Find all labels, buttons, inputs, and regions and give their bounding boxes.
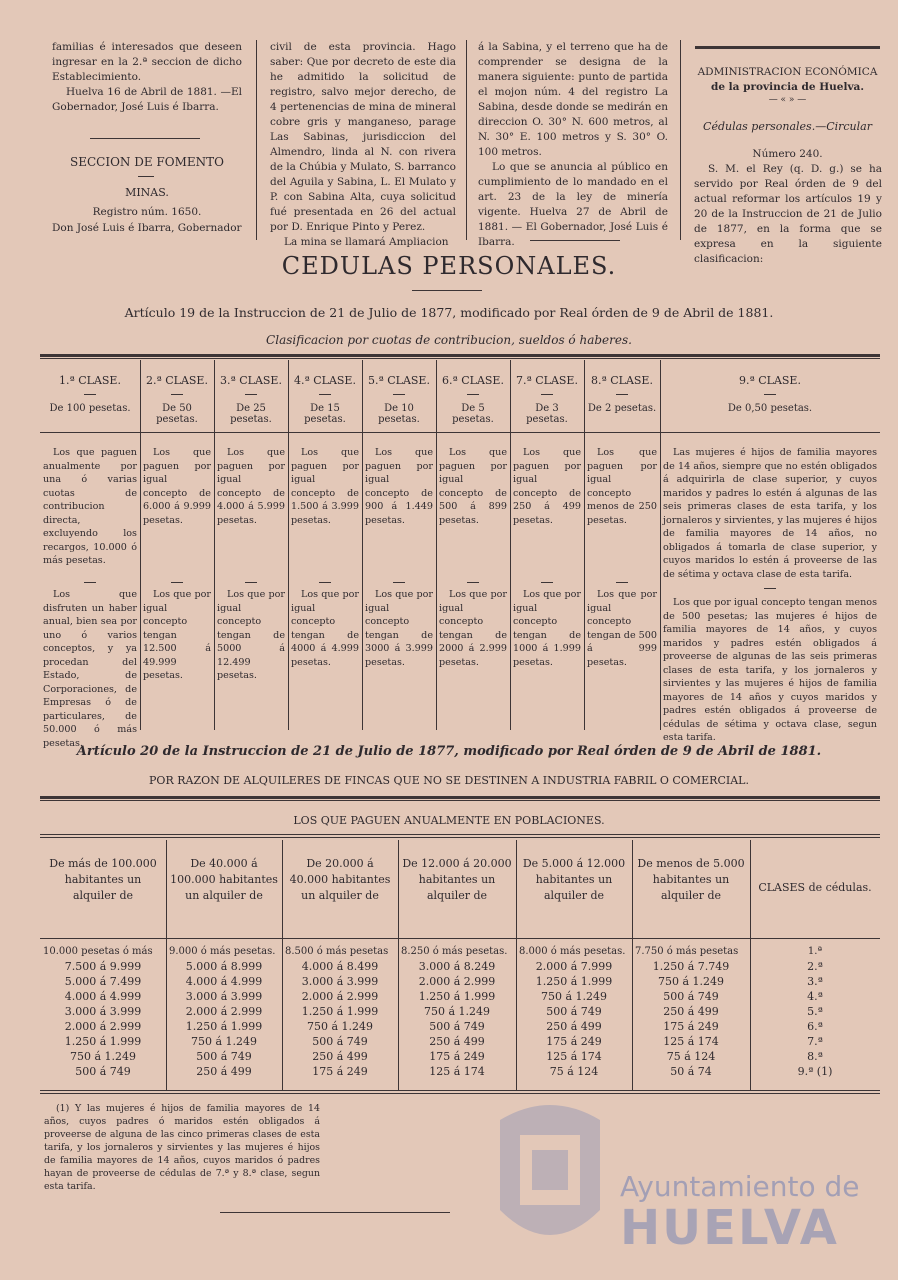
class-criterion-contribucion: Los que paguen por igual concepto menos de 250 pesetas. (587, 447, 657, 526)
dash (393, 582, 405, 583)
class-amount: De 10 pesetas. (378, 403, 420, 425)
class-name: 4.ª CLASE. (294, 374, 356, 387)
art19-title: Artículo 19 de la Instruccion de 21 de Julio de 1877, modificado por Real órden de 9 de Abril de 1881. (124, 305, 774, 320)
poblacion-cell: 250 á 499 (663, 1005, 719, 1018)
poblacion-cell: 500 á 749 (546, 1005, 602, 1018)
signer: Don José Luis é Ibarra, Gobernador (52, 222, 242, 234)
poblacion-cell: 8.500 ó más pesetas (285, 946, 389, 957)
dash (764, 394, 776, 395)
col2-last: La mina se llamará Ampliacion (284, 236, 449, 248)
poblacion-cell: 750 á 1.249 (540, 990, 608, 1003)
circular-title: Cédulas personales.—Circular (703, 120, 872, 133)
clasif-title: Clasificacion por cuotas de contribucion, sueldos ó haberes. (266, 333, 632, 347)
class-name: 1.ª CLASE. (59, 374, 121, 387)
poblacion-cell: 750 á 1.249 (657, 975, 725, 988)
table-col-rule (632, 840, 633, 1090)
poblacion-cell: 2.000 á 2.999 (301, 990, 379, 1003)
class-criterion-haber: Los que por igual concepto tengan de 5000 á 12.499 pesetas. (217, 589, 285, 681)
dash (541, 582, 553, 583)
table-col-rule (214, 360, 215, 730)
poblacion-cell: 1.250 á 1.999 (301, 1005, 379, 1018)
class-criterion-haber: Los que por igual concepto tengan de 3000 á 3.999 pesetas. (365, 589, 433, 668)
poblacion-cell: 2.000 á 2.999 (418, 975, 496, 988)
rule (40, 837, 880, 838)
poblacion-cell: 2.000 á 2.999 (64, 1020, 142, 1033)
class-criterion-contribucion: Los que paguen por igual concepto de 1.500 á 3.999 pesetas. (291, 447, 359, 526)
poblacion-cell: 2.ª (807, 960, 823, 973)
col2-text: civil de esta provincia. Hago saber: Que por decreto de este dia he admitido la solicitud de registro, salvo mejor derecho, de 4 pertenencias de mina de mineral cobre gris y manganeso, parage Las Sabinas, jurisdiccion del Almendro, linda al N. con rivera de la Chúbia y Mulato, S. barranco del Aguila y Sabina, L. El Mulato y P. con Sabina Alta, cuya solicitud fué presentada en 26 del actual por D. Enrique Pinto y Perez. (270, 41, 456, 233)
col-rule (680, 40, 681, 240)
table-col-rule (750, 840, 751, 1090)
table-col-rule (362, 360, 363, 730)
class-amount: De 5 pesetas. (452, 403, 494, 425)
class-name: 7.ª CLASE. (516, 374, 578, 387)
poblacion-cell: 3.000 á 3.999 (301, 975, 379, 988)
divider (220, 1212, 450, 1213)
class-criterion-contribucion: Los que paguen por igual concepto de 4.000 á 5.999 pesetas. (217, 447, 285, 526)
poblacion-cell: 5.ª (807, 1005, 823, 1018)
dash (84, 394, 96, 395)
top-col-3 (478, 40, 668, 250)
poblacion-cell: 750 á 1.249 (306, 1020, 374, 1033)
class-criterion-haber: Los que por igual concepto tengan 12.500 á 49.999 pesetas. (143, 589, 211, 681)
dash (764, 588, 776, 589)
dash (171, 394, 183, 395)
table-col-rule (660, 360, 661, 730)
class-criterion-contribucion: Las mujeres é hijos de familia mayores de 14 años, siempre que no estén obligados á adquirirla de clase superior, y cuyos maridos y padres lo estén á algunas de las seis primeras clases de esta tarifa, y los jornaleros y sirvientes, y las mujeres é hijos de familia mayores de 14 años, no obligados á tomarla de clase superior, y cuyos maridos lo estén á proveerse de las de sétima y octava clase de esta tarifa. (663, 447, 877, 580)
poblacion-cell: 5.000 á 8.999 (185, 960, 263, 973)
poblacion-cell: 250 á 499 (546, 1020, 602, 1033)
divider (530, 240, 620, 241)
class-name: 8.ª CLASE. (591, 374, 653, 387)
poblacion-cell: 1.250 á 1.999 (418, 990, 496, 1003)
poblacion-header: CLASES de cédulas. (758, 881, 872, 894)
class-criterion-haber: Los que por igual concepto tengan de 4000 á 4.999 pesetas. (291, 589, 359, 668)
table-col-rule (584, 360, 585, 730)
rule (40, 796, 880, 799)
poblacion-header: De más de 100.000 habitantes un alquiler de (49, 857, 157, 902)
col3-text2: Lo que se anuncia al público en cumplimiento de lo mandado en el art. 23 de la ley de minería vigente. Huelva 27 de Abril de 1881. — El Gobernador, José Luis é Ibarra. (478, 161, 668, 248)
poblacion-header: De menos de 5.000 habitantes un alquiler de (637, 857, 745, 902)
dash (319, 394, 331, 395)
poblacion-cell: 175 á 249 (663, 1020, 719, 1033)
table-top-rule (40, 354, 880, 357)
table-col-rule (140, 360, 141, 730)
poblacion-cell: 1.ª (807, 946, 823, 957)
poblacion-cell: 7.750 ó más pesetas (635, 946, 739, 957)
poblacion-cell: 7.ª (807, 1035, 823, 1048)
class-criterion-contribucion: Los que paguen por igual concepto de 500 á 899 pesetas. (439, 447, 507, 526)
poblacion-cell: 250 á 499 (429, 1035, 485, 1048)
class-criterion-haber: Los que por igual concepto tengan menos de 500 pesetas; las mujeres é hijos de familia mayores de 14 años, y cuyos maridos y padres estén obligados á proveerse de algunas de las seis primeras clases de esta tarifa, y los jornaleros y sirvientes y las mujeres é hijos de familia mayores de 14 años y cuyos maridos y padres estén obligados á proveerse de cédulas de sétima y octava clase, segun esta tarifa. (663, 597, 877, 743)
poblacion-cell: 750 á 1.249 (69, 1050, 137, 1063)
table-col-rule (282, 840, 283, 1090)
class-criterion-haber: Los que por igual concepto tengan de 2000 á 2.999 pesetas. (439, 589, 507, 668)
class-criterion-contribucion: Los que paguen por igual concepto de 900 á 1.449 pesetas. (365, 447, 433, 526)
class-name: 5.ª CLASE. (368, 374, 430, 387)
poblacion-cell: 125 á 174 (429, 1065, 485, 1078)
alquileres-title: POR RAZON DE ALQUILERES DE FINCAS QUE NO SE DESTINEN A INDUSTRIA FABRIL O COMERCIAL. (149, 774, 749, 787)
class-criterion-contribucion: Los que paguen por igual concepto de 250 á 499 pesetas. (513, 447, 581, 526)
watermark-line1: Ayuntamiento de (620, 1170, 860, 1203)
poblacion-cell: 500 á 749 (75, 1065, 131, 1078)
watermark-line2: HUELVA (620, 1200, 839, 1256)
dash (616, 582, 628, 583)
poblacion-cell: 75 á 124 (666, 1050, 716, 1063)
poblacion-cell: 4.000 á 8.499 (301, 960, 379, 973)
class-amount: De 0,50 pesetas. (727, 403, 813, 414)
poblacion-cell: 9.ª (1) (797, 1065, 833, 1078)
rule (40, 834, 880, 835)
poblacion-cell: 8.250 ó más pesetas. (401, 946, 508, 957)
minas-title: MINAS. (125, 186, 169, 199)
numero: Número 240. (752, 148, 823, 160)
poblacion-cell: 250 á 499 (312, 1050, 368, 1063)
poblacion-cell: 3.000 á 3.999 (185, 990, 263, 1003)
dash (393, 394, 405, 395)
circular-text: S. M. el Rey (q. D. g.) se ha servido por Real órden de 9 del actual reformar los artículos 19 y 20 de la Instruccion de 21 de Julio de 1877, en la forma que se expresa en la siguiente clasificacion: (694, 163, 882, 265)
table-head-rule (40, 432, 880, 433)
poblacion-cell: 500 á 749 (312, 1035, 368, 1048)
poblacion-cell: 4.000 á 4.999 (185, 975, 263, 988)
poblacion-header: De 12.000 á 20.000 habitantes un alquiler de (402, 857, 512, 902)
col3-text: á la Sabina, y el terreno que ha de comprender se designa de la manera siguiente: punto de partida el mojon núm. 4 del registro La Sabina, desde donde se medirán en direccion O. 30° N. 600 metros, al N. 30° E. 100 metros y S. 30° O. 100 metros. (478, 41, 668, 158)
poblacion-cell: 1.250 á 1.999 (185, 1020, 263, 1033)
dash (467, 394, 479, 395)
dash (541, 394, 553, 395)
class-name: 9.ª CLASE. (739, 374, 801, 387)
class-criterion-haber: Los que disfruten un haber anual, bien sea por uno ó varios conceptos, y ya procedan del Estado, de Corporaciones, de Empresas ó de particulares, de 50.000 ó más pesetas. (43, 589, 137, 749)
dash (245, 394, 257, 395)
poblacion-cell: 3.ª (807, 975, 823, 988)
class-amount: De 25 pesetas. (230, 403, 272, 425)
col1-text: familias é interesados que deseen ingresar en la 2.ª seccion de dicho Establecimiento. (52, 41, 242, 83)
table-col-rule (436, 360, 437, 730)
poblacion-cell: 125 á 174 (663, 1035, 719, 1048)
poblacion-cell: 7.500 á 9.999 (64, 960, 142, 973)
class-criterion-contribucion: Los que paguen por igual concepto de 6.000 á 9.999 pesetas. (143, 447, 211, 526)
table-col-rule (516, 840, 517, 1090)
poblacion-cell: 500 á 749 (429, 1020, 485, 1033)
poblacion-cell: 3.000 á 3.999 (64, 1005, 142, 1018)
class-name: 6.ª CLASE. (442, 374, 504, 387)
box-rule (695, 46, 880, 49)
top-col-1 (52, 40, 242, 115)
divider (90, 138, 200, 139)
dash (319, 582, 331, 583)
poblacion-cell: 2.000 á 2.999 (185, 1005, 263, 1018)
art20-title: Artículo 20 de la Instruccion de 21 de Julio de 1877, modificado por Real órden de 9 de Abril de 1881. (76, 744, 822, 759)
poblacion-cell: 500 á 749 (663, 990, 719, 1003)
poblacion-cell: 250 á 499 (196, 1065, 252, 1078)
poblacion-cell: 75 á 124 (549, 1065, 599, 1078)
poblacion-cell: 750 á 1.249 (190, 1035, 258, 1048)
class-amount: De 15 pesetas. (304, 403, 346, 425)
poblacion-cell: 6.ª (807, 1020, 823, 1033)
section-title: SECCION DE FOMENTO (70, 155, 224, 169)
registro: Registro núm. 1650. (92, 206, 202, 218)
class-criterion-haber: Los que por igual concepto tengan de 500 á 999 pesetas. (587, 589, 657, 668)
divider (138, 176, 154, 177)
poblacion-cell: 750 á 1.249 (423, 1005, 491, 1018)
class-name: 3.ª CLASE. (220, 374, 282, 387)
poblacion-cell: 1.250 á 1.999 (64, 1035, 142, 1048)
dash (245, 582, 257, 583)
poblacion-cell: 4.000 á 4.999 (64, 990, 142, 1003)
table-top-rule (40, 358, 880, 359)
poblacion-cell: 10.000 pesetas ó más (43, 946, 153, 957)
class-amount: De 50 pesetas. (156, 403, 198, 425)
top-col-2 (270, 40, 456, 250)
col-rule (466, 40, 467, 240)
poblacion-cell: 175 á 249 (312, 1065, 368, 1078)
poblaciones-title: LOS QUE PAGUEN ANUALMENTE EN POBLACIONES. (293, 814, 605, 827)
table-col-rule (288, 360, 289, 730)
footnote: (1) Y las mujeres é hijos de familia mayores de 14 años, cuyos padres ó maridos estén obligados á proveerse de alguna de las cinco primeras clases de esta tarifa, y los jornaleros y sirvientes y las mujeres é hijos de familia mayores de 14 años, cuyos maridos ó padres hayan de proveerse de cédulas de 7.ª y 8.ª clase, segun esta tarifa. (44, 1103, 320, 1192)
poblacion-cell: 3.000 á 8.249 (418, 960, 496, 973)
poblacion-cell: 1.250 á 7.749 (652, 960, 730, 973)
col-rule (256, 40, 257, 240)
poblacion-header: De 40.000 á 100.000 habitantes un alquiler de (170, 857, 278, 902)
poblacion-cell: 50 á 74 (670, 1065, 712, 1078)
admin-title: ADMINISTRACION ECONÓMICA (697, 66, 878, 78)
rule (40, 800, 880, 801)
dash (616, 394, 628, 395)
poblacion-cell: 8.000 ó más pesetas. (519, 946, 626, 957)
class-criterion-haber: Los que por igual concepto tengan de 1000 á 1.999 pesetas. (513, 589, 581, 668)
dash (467, 582, 479, 583)
poblacion-cell: 4.ª (807, 990, 823, 1003)
dash (171, 582, 183, 583)
poblacion-cell: 500 á 749 (196, 1050, 252, 1063)
class-name: 2.ª CLASE. (146, 374, 208, 387)
table-head-rule (40, 938, 880, 939)
poblacion-cell: 175 á 249 (429, 1050, 485, 1063)
poblacion-cell: 125 á 174 (546, 1050, 602, 1063)
class-amount: De 100 pesetas. (49, 403, 131, 414)
main-title: CEDULAS PERSONALES. (281, 252, 617, 280)
table-col-rule (398, 840, 399, 1090)
poblacion-header: De 20.000 á 40.000 habitantes un alquiler de (289, 857, 391, 902)
class-amount: De 2 pesetas. (587, 403, 657, 414)
poblacion-cell: 175 á 249 (546, 1035, 602, 1048)
poblacion-cell: 8.ª (807, 1050, 823, 1063)
poblacion-cell: 2.000 á 7.999 (535, 960, 613, 973)
ornament: — « » — (768, 95, 807, 105)
class-amount: De 3 pesetas. (526, 403, 568, 425)
admin-prov: de la provincia de Huelva. (710, 81, 865, 93)
poblacion-header: De 5.000 á 12.000 habitantes un alquiler de (522, 857, 626, 902)
poblacion-cell: 9.000 ó más pesetas. (169, 946, 276, 957)
col1-date: Huelva 16 de Abril de 1881. —El Gobernador, José Luis é Ibarra. (52, 86, 242, 113)
poblacion-cell: 5.000 á 7.499 (64, 975, 142, 988)
table-col-rule (166, 840, 167, 1090)
class-criterion-contribucion: Los que paguen anualmente por una ó varias cuotas de contribucion directa, excluyendo los recargos, 10.000 ó más pesetas. (43, 447, 137, 566)
divider (412, 290, 482, 291)
table-col-rule (510, 360, 511, 730)
poblacion-cell: 1.250 á 1.999 (535, 975, 613, 988)
dash (84, 582, 96, 583)
